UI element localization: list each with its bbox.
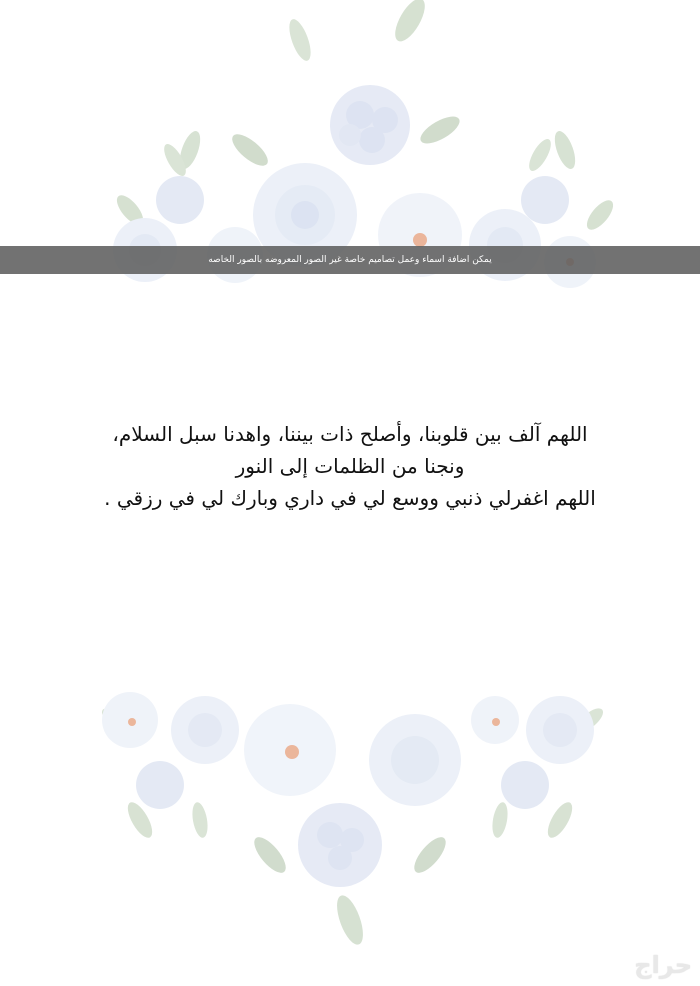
dua-line-2: ونجنا من الظلمات إلى النور <box>235 454 465 478</box>
banner-text: يمكن اضافة اسماء وعمل تصاميم خاصة غير الصور المعروضه بالصور الخاصه <box>208 255 492 265</box>
haraj-watermark <box>572 952 692 978</box>
floral-garland-bottom <box>0 680 700 950</box>
dua-line-1: اللهم آلف بين قلوبنا، وأصلح ذات بيننا، واهدنا سبل السلام، <box>112 422 588 446</box>
dua-line-3: اللهم اغفرلي ذنبي ووسع لي في داري وبارك لي في رزقي . <box>104 486 596 510</box>
watermark-text: حراج <box>634 951 692 979</box>
info-banner <box>0 246 700 274</box>
dua-text-block <box>80 418 620 514</box>
